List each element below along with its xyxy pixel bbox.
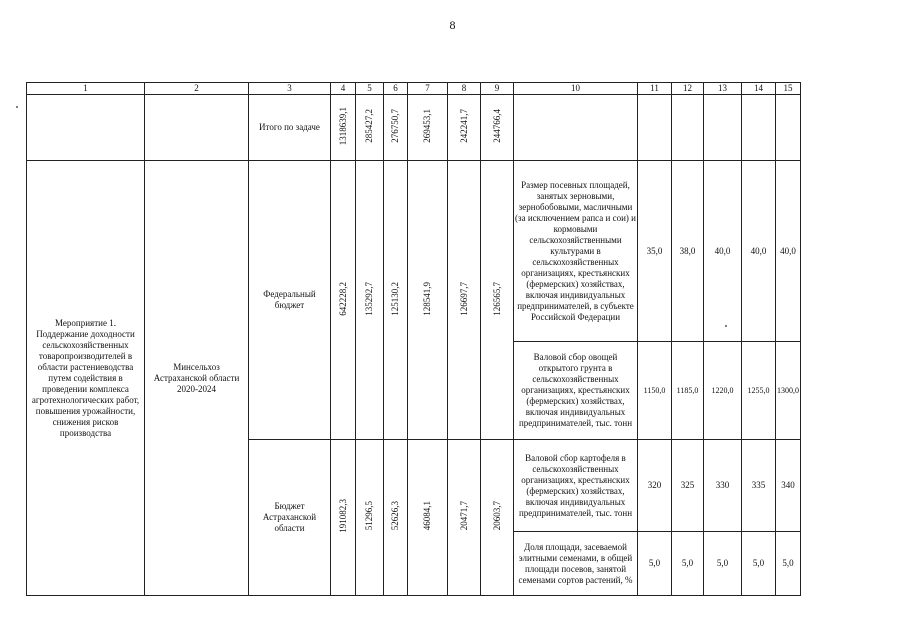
col-number-12: 12 [672,83,704,95]
indicator-value: 1185,0 [672,342,704,440]
col-number-2: 2 [145,83,249,95]
col-number-9: 9 [481,83,514,95]
measure-title: Мероприятие 1. Поддержание доходности сельскохозяйственных товаропроизводителей в области растениеводства путем содействия в проведении комплекса агротехнологических работ, повышения урожайности, снижения рисков производства [27,161,145,596]
total-label: Итого по задаче [249,95,331,161]
total-value: 1318639,1 [337,106,348,146]
indicator-value: 5,0 [638,532,672,596]
col-number-13: 13 [704,83,742,95]
indicator-value: 38,0 [672,161,704,342]
total-row [27,95,801,161]
funding-source-regional: Бюджет Астраханской области [249,440,331,596]
indicator-value: 40,0 [742,161,776,342]
empty-cell [514,95,638,161]
page-number: 8 [449,18,456,32]
indicator-value: 5,0 [704,532,742,596]
col-number-6: 6 [384,83,408,95]
indicator-value: 1300,0 [776,342,801,440]
federal-value: 126565,7 [491,281,502,316]
indicator-row-1 [27,161,801,342]
scan-speck [16,106,18,108]
total-value: 276750,7 [390,109,400,143]
column-number-row [27,83,801,95]
col-number-15: 15 [776,83,801,95]
regional-value: 20603,7 [491,501,502,531]
regional-value: 46084,1 [422,501,432,531]
total-value: 269453,1 [422,109,432,143]
col-number-1: 1 [27,83,145,95]
col-number-11: 11 [638,83,672,95]
federal-value: 125130,2 [390,281,400,316]
indicator-text: Доля площади, засеваемой элитными семенами, в общей площади посевов, занятой семенами сортов растений, % [514,532,638,596]
federal-value: 126697,7 [458,281,469,316]
federal-value: 642228,2 [337,281,348,316]
measure-executor: Минсельхоз Астраханской области 2020-2024 [145,161,249,596]
col-number-3: 3 [249,83,331,95]
indicator-value: 325 [672,440,704,532]
indicator-value: 320 [638,440,672,532]
indicator-text: Валовой сбор овощей открытого грунта в сельскохозяйственных организациях, крестьянских (фермерских) хозяйствах, включая индивидуальных предпринимателей, тыс. тонн [514,342,638,440]
indicator-value: 40,0 [704,161,742,342]
empty-cell [27,95,145,161]
regional-value: 51296,5 [364,501,374,531]
total-value: 244766,4 [491,109,502,143]
indicator-text: Валовой сбор картофеля в сельскохозяйственных организациях, крестьянских (фермерских) хозяйствах, включая индивидуальных предпринимателей, тыс. тонн [514,440,638,532]
indicator-value: 5,0 [776,532,801,596]
indicator-text: Размер посевных площадей, занятых зерновыми, зернобобовыми, масличными (за исключением рапса и сои) и кормовыми сельскохозяйственными культурами в сельскохозяйственных организациях, крестьянских (фермерских) хозяйствах, включая индивидуальных предпринимателей, в субъекте Российской Федерации [514,161,638,342]
indicator-value: 335 [742,440,776,532]
scan-speck [725,325,727,327]
indicator-value: 1220,0 [704,342,742,440]
col-number-7: 7 [408,83,448,95]
col-number-8: 8 [448,83,481,95]
regional-value: 20471,7 [458,501,469,531]
funding-source-federal: Федеральный бюджет [249,161,331,440]
indicator-value: 330 [704,440,742,532]
total-value: 242241,7 [458,109,469,143]
empty-cell [704,95,742,161]
federal-value: 128541,9 [422,281,432,316]
empty-cell [638,95,672,161]
empty-cell [145,95,249,161]
col-number-10: 10 [514,83,638,95]
federal-value: 135292,7 [364,281,374,316]
total-value: 285427,2 [364,109,374,143]
indicator-value: 35,0 [638,161,672,342]
indicator-value: 5,0 [672,532,704,596]
col-number-5: 5 [356,83,384,95]
regional-value: 191082,3 [337,499,348,533]
indicator-value: 340 [776,440,801,532]
col-number-14: 14 [742,83,776,95]
indicator-value: 1150,0 [638,342,672,440]
indicator-value: 5,0 [742,532,776,596]
empty-cell [776,95,801,161]
empty-cell [742,95,776,161]
program-table [26,82,801,596]
indicator-value: 40,0 [776,161,801,342]
empty-cell [672,95,704,161]
regional-value: 52626,3 [390,501,400,531]
indicator-value: 1255,0 [742,342,776,440]
col-number-4: 4 [331,83,356,95]
